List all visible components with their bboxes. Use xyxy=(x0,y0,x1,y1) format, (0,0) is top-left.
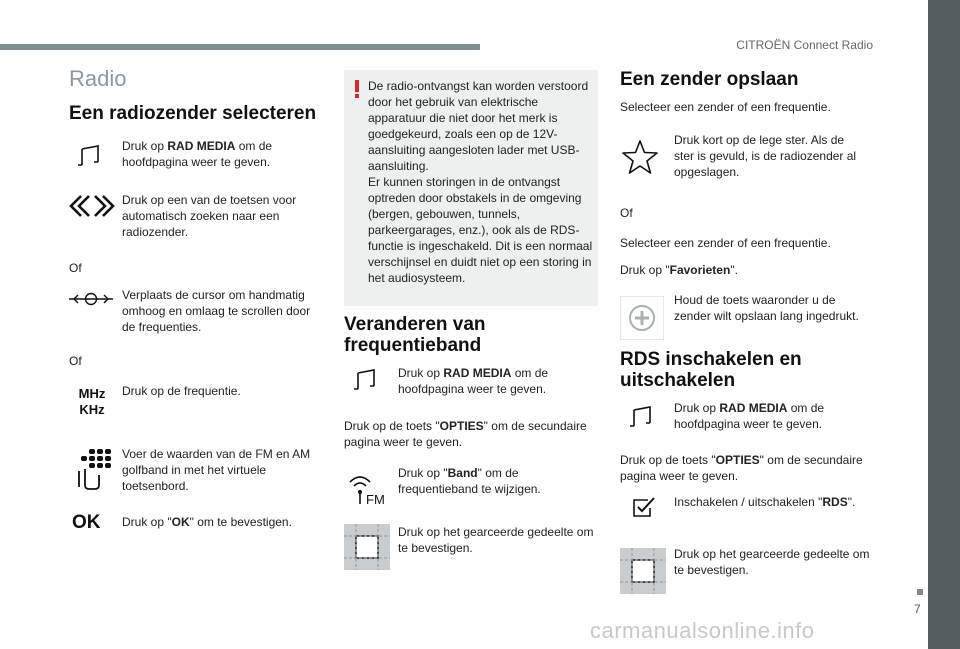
col3-step3: Druk op RAD MEDIA om de hoofdpagina weer te geven. xyxy=(674,401,825,431)
col1-step2: Druk op een van de toetsen voor automatisch zoeken naar een radiozender. xyxy=(122,193,297,239)
col2-step2: Druk op de toets "OPTIES" om de secundaire pagina weer te geven. xyxy=(344,419,587,449)
col1-step3: Verplaats de cursor om handmatig omhoog en omlaag te scrollen door de frequenties. xyxy=(122,288,311,334)
warning-exclamation-icon xyxy=(352,79,362,99)
col1-step4: Druk op de frequentie. xyxy=(122,384,241,398)
col3-step6: Druk op het gearceerde gedeelte om te bevestigen. xyxy=(674,547,870,577)
col2-step3: Druk op "Band" om de frequentieband te wijzigen. xyxy=(398,466,541,496)
slider-cursor-icon xyxy=(68,289,114,309)
col1-step1: Druk op RAD MEDIA om de hoofdpagina weer te geven. xyxy=(122,139,273,169)
col1-step6: Druk op "OK" om te bevestigen. xyxy=(122,515,292,529)
col3-intro2: Selecteer een zender of een frequentie. xyxy=(620,236,831,250)
col1-of-1: Of xyxy=(69,261,82,275)
col3-step2: Houd de toets waaronder u de zender wilt opslaan lang ingedrukt. xyxy=(674,293,859,323)
heading-save-station: Een zender opslaan xyxy=(620,69,799,90)
warning-text: De radio-ontvangst kan worden verstoord door het gebruik van elektrische apparatuur die niet door het merk is goedgekeurd, zoals een op de 12V-aansluiting aangesloten lader met USB-aansluiting. Er kunnen storingen in de ontvangst optreden door obstakels in de omgeving (bergen, gebouwen, tunnels, parkeergarages, enz.), ook als de RDS-functie is ingeschakeld. Dit is een normaal verschijnsel en duidt niet op een storing in het audiosysteem. xyxy=(368,79,593,285)
col1-of-2: Of xyxy=(69,354,82,368)
heading-rds: RDS inschakelen en uitschakelen xyxy=(620,349,802,391)
col3-intro1: Selecteer een zender of een frequentie. xyxy=(620,100,831,114)
heading-change-band: Veranderen van frequentieband xyxy=(344,314,486,356)
side-tab xyxy=(928,0,960,649)
checkbox-icon xyxy=(632,496,656,518)
col2-step1: Druk op RAD MEDIA om de hoofdpagina weer te geven. xyxy=(398,366,549,396)
svg-text:FM: FM xyxy=(366,492,385,506)
col3-favorites: Druk op "Favorieten". xyxy=(620,263,738,277)
mhz-label: MHz xyxy=(78,386,106,401)
page-marker xyxy=(917,589,923,595)
hatched-area-icon-2 xyxy=(620,548,666,594)
col1-step5: Voer de waarden van de FM en AM golfband in met het virtuele toetsenbord. xyxy=(122,447,311,493)
col3-of: Of xyxy=(620,206,633,220)
mhz-khz-icon xyxy=(74,386,110,418)
page-number: 7 xyxy=(914,602,921,616)
add-preset-icon xyxy=(620,296,664,340)
col3-step1: Druk kort op de lege ster. Als de ster is gevuld, is de radiozender al opgeslagen. xyxy=(674,133,857,179)
section-title: Radio xyxy=(69,66,127,91)
hatched-area-icon xyxy=(344,524,390,570)
keypad-hand-icon xyxy=(74,446,114,492)
music-note-icon-3 xyxy=(628,404,656,430)
ok-icon: OK xyxy=(72,512,101,533)
fm-radio-wave-icon xyxy=(346,470,390,506)
col3-step4: Druk op de toets "OPTIES" om de secundaire pagina weer te geven. xyxy=(620,453,863,483)
col3-step5: Inschakelen / uitschakelen "RDS". xyxy=(674,495,856,509)
watermark: carmanualsonline.info xyxy=(590,618,815,643)
khz-label: KHz xyxy=(79,402,105,417)
header-title: CITROËN Connect Radio xyxy=(736,38,873,52)
heading-select-station: Een radiozender selecteren xyxy=(69,103,317,124)
col2-step4: Druk op het gearceerde gedeelte om te bevestigen. xyxy=(398,525,594,555)
seek-arrows-icon xyxy=(68,194,116,218)
star-empty-icon xyxy=(620,138,660,176)
music-note-icon-2 xyxy=(352,367,380,393)
header-bar xyxy=(0,44,480,50)
music-note-icon xyxy=(76,143,104,169)
